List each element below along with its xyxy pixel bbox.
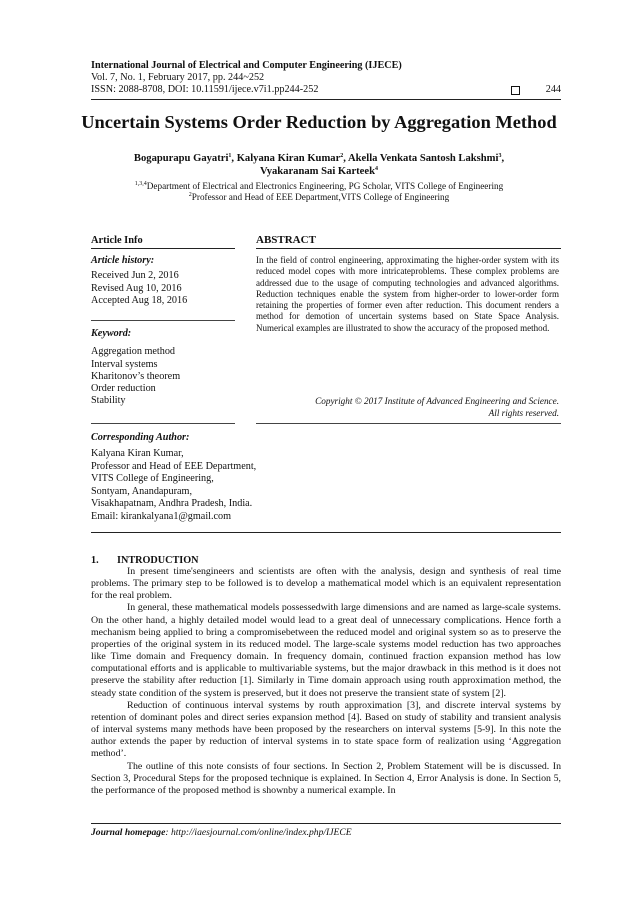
- keyword-item: Aggregation method: [91, 346, 176, 358]
- author-3: Akella Venkata Santosh Lakshmi: [348, 153, 499, 164]
- abstract-heading: ABSTRACT: [256, 234, 316, 246]
- author-2: Kalyana Kiran Kumar: [236, 153, 341, 164]
- paragraph: In general, these mathematical models possessedwith large dimensions and are named as large-scale systems. On the other hand, a highly detailed model would lead to a great deal of unnecessary complications. Hence forth a mechanism being applied to bring a compromisebetween the reduced model and original system so as to preserve the properties of the original system in its reduced model. The large-scale systems model reduction has two approaches like Time domain and Frequency domain. In frequency domain, continued fraction expansion method has low computational efforts and is applicable to multivariable systems, but the major drawback in this method is it does not preserve the stability after reduction [1]. Similarly in Time domain approach using routh approximation method, the steady state condition of the system is preserved, but it does not preserve the transient state of system [2].: [91, 602, 561, 699]
- square-bullet-icon: [511, 86, 520, 95]
- author-1: Bogapurapu Gayatri: [133, 153, 229, 164]
- keywords-rule: [91, 423, 235, 424]
- page-number: 244: [545, 84, 561, 96]
- author-list: Bogapurapu Gayatri$^1$, Kalyana Kiran Kumar$^2$, Akella Venkata Santosh Lakshmi$^3$, Vyakaranam Sai Karteek$^4$: [133, 153, 505, 177]
- paragraph: In present time'sengineers and scientists are often with the analysis, design and synthesis of real time problems. The primary step to be followed is to develop a mathematical model which is an equivalent representation for the real problem.: [91, 566, 561, 602]
- issn-doi: ISSN: 2088-8708, DOI: 10.11591/ijece.v7i1.pp244-252: [91, 84, 319, 96]
- journal-name: International Journal of Electrical and Computer Engineering (IJECE): [91, 60, 402, 71]
- abstract-rule-top: [256, 248, 561, 249]
- affiliation-1: Department of Electrical and Electronics Engineering, PG Scholar, VITS College of Engineering: [146, 181, 504, 191]
- history-accepted: Accepted Aug 18, 2016: [91, 294, 188, 306]
- homepage-url[interactable]: : http://iaesjournal.com/online/index.php/IJECE: [165, 827, 352, 838]
- corresponding-heading: Corresponding Author:: [91, 432, 190, 443]
- keyword-item: Interval systems: [91, 358, 158, 370]
- article-history: [91, 255, 235, 307]
- corr-line: Sontyam, Anandapuram,: [91, 485, 193, 497]
- volume-info: Vol. 7, No. 1, February 2017, pp. 244~252: [91, 72, 265, 84]
- issn-row: [91, 84, 561, 96]
- keywords-block: [91, 328, 235, 408]
- keyword-item: Order reduction: [91, 383, 156, 395]
- keyword-item: Kharitonov’s theorem: [91, 370, 181, 382]
- affiliations: $^{1,3,4}$Department of Electrical and Electronics Engineering, PG Scholar, VITS College of Engineering $^2$Professor and Head of EEE Department,VITS College of Engineering: [134, 181, 504, 202]
- keyword-item: Stability: [91, 395, 126, 407]
- history-rule: [91, 320, 235, 321]
- article-info-rule: [91, 248, 235, 249]
- paper-title: Uncertain Systems Order Reduction by Aggregation Method: [81, 112, 557, 132]
- corr-line: Email: kirankalyana1@gmail.com: [91, 510, 232, 522]
- author-4: Vyakaranam Sai Karteek: [260, 166, 375, 177]
- affiliation-2: Professor and Head of EEE Department,VITS College of Engineering: [191, 192, 450, 202]
- section-title: INTRODUCTION: [117, 555, 199, 566]
- corr-line: Visakhapatnam, Andhra Pradesh, India.: [91, 498, 253, 510]
- history-revised: Revised Aug 10, 2016: [91, 282, 182, 294]
- keyword-heading: Keyword:: [91, 328, 132, 339]
- corr-line: Kalyana Kiran Kumar,: [91, 448, 184, 459]
- running-header: [91, 60, 561, 97]
- abstract-rule-bottom: [256, 423, 561, 424]
- abstract-text: In the field of control engineering, approximating the higher-order system with its reduced model copes with more intricateproblems. These complex problems are addressed due to the usage of computing technologies and advanced algorithms. Reduction techniques enable the system from higher-order to lower-order form retaining the properties of former even after reduction. This document renders a method for demotion of uncertain systems based on State Space Analysis. Numerical examples are illustrated to show the accuracy of the proposed method.: [256, 255, 559, 333]
- header-divider: [91, 99, 561, 100]
- section-number: 1.: [91, 555, 99, 566]
- article-info-heading: Article Info: [91, 235, 143, 246]
- paragraph: The outline of this note consists of four sections. In Section 2, Problem Statement will be is discussed. In Section 3, Procedural Steps for the proposed technique is explained. In Section 4, Error Analysis is done. In Section 5, the performance of the proposed method is shownby a numerical example. In: [91, 760, 561, 796]
- history-heading: Article history:: [91, 255, 155, 266]
- history-received: Received Jun 2, 2016: [91, 270, 179, 282]
- front-matter-rule: [91, 532, 561, 533]
- introduction-body: [91, 566, 561, 797]
- homepage-label: Journal homepage: [91, 827, 166, 838]
- journal-homepage: [91, 827, 352, 838]
- corr-line: Professor and Head of EEE Department,: [91, 460, 257, 472]
- section-heading: [91, 555, 199, 566]
- corresponding-author: [91, 448, 391, 524]
- corr-line: VITS College of Engineering,: [91, 473, 214, 485]
- copyright-notice: Copyright © 2017 Institute of Advanced Engineering and Science. All rights reserved.: [315, 396, 559, 418]
- paragraph: Reduction of continuous interval systems by routh approximation [3], and discrete interval systems by retention of dominant poles and direct series expansion method [4]. Based on study of stability and transient analysis of interval systems many methods have been proposed by the researchers on interval systems [5-9]. In this note the author extends the paper by reduction of interval systems in to state space form of realization using ‘Aggregation method’.: [91, 699, 561, 760]
- footer-divider: [91, 823, 561, 824]
